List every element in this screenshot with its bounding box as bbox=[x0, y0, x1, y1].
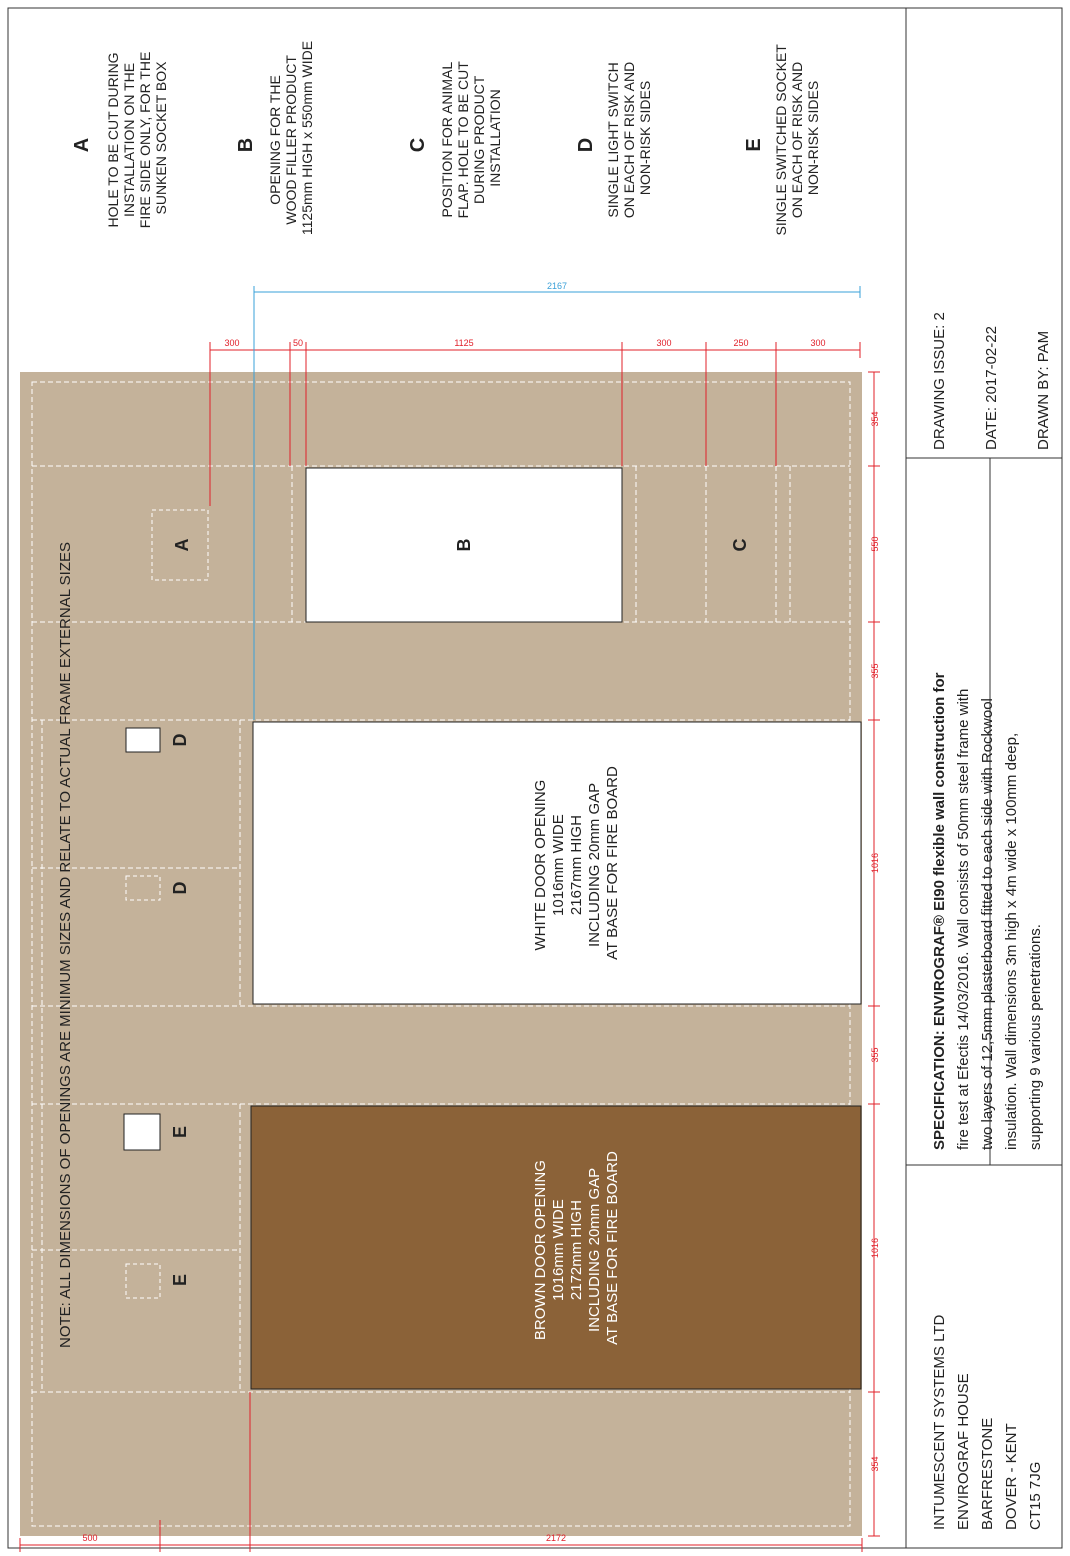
brown-door-opening bbox=[251, 1106, 861, 1389]
legend bbox=[71, 41, 821, 236]
dimension-labels-right bbox=[224, 338, 825, 348]
dim-width-5: 355 bbox=[870, 1047, 880, 1063]
dim-width-6: 1016 bbox=[870, 1237, 880, 1259]
legend-b-letter: B bbox=[235, 137, 257, 153]
legend-a-line-2: INSTALLATION ON THE bbox=[121, 62, 137, 217]
dim-height-2: 50 bbox=[292, 338, 304, 348]
dimension-labels-bottom bbox=[870, 411, 880, 1471]
legend-item-c bbox=[407, 58, 503, 219]
legend-e-line-1: SINGLE SWITCHED SOCKET bbox=[773, 44, 789, 236]
drawing-date: DATE: 2017-02-22 bbox=[983, 326, 1000, 450]
title-block bbox=[931, 308, 1052, 1530]
drawing-info bbox=[931, 308, 1052, 450]
legend-item-d bbox=[575, 58, 653, 218]
legend-item-a bbox=[71, 48, 169, 228]
brown-door-line-3: 2172mm HIGH bbox=[568, 1200, 585, 1301]
legend-c-line-3: DURING PRODUCT bbox=[471, 75, 487, 204]
company-address bbox=[931, 1311, 1044, 1530]
spec-line-4: insulation. Wall dimensions 3m high x 4m wide x 100mm deep, bbox=[1003, 732, 1020, 1150]
legend-d-text bbox=[605, 58, 653, 218]
legend-d-letter: D bbox=[575, 137, 597, 153]
legend-e-text bbox=[773, 41, 821, 236]
dim-width-7: 354 bbox=[870, 1456, 880, 1472]
opening-c bbox=[730, 539, 750, 552]
opening-a-label: A bbox=[172, 538, 192, 552]
legend-e-line-2: ON EACH OF RISK AND bbox=[789, 61, 805, 219]
legend-b-line-3: 1125mm HIGH x 550mm WIDE bbox=[299, 40, 315, 236]
legend-b-line-1: OPENING FOR THE bbox=[267, 75, 283, 205]
company-address-3: DOVER - KENT bbox=[1003, 1423, 1020, 1530]
brown-door-line-2: 1016mm WIDE bbox=[550, 1199, 567, 1301]
dim-height-3: 1125 bbox=[454, 338, 474, 348]
opening-d-label-2: D bbox=[170, 881, 190, 895]
opening-e-label-1: E bbox=[170, 1125, 190, 1139]
spec-line-1: SPECIFICATION: ENVIROGRAF® EI90 flexible wall construction for bbox=[931, 672, 948, 1150]
dim-left-top: 500 bbox=[82, 1533, 98, 1543]
brown-door-line-5: AT BASE FOR FIRE BOARD bbox=[604, 1151, 621, 1345]
dim-overall-height: 2167 bbox=[546, 281, 568, 291]
legend-c-line-2: FLAP. HOLE TO BE CUT bbox=[455, 61, 471, 219]
company-postcode: CT15 7JG bbox=[1027, 1461, 1044, 1530]
company-address-1: ENVIROGRAF HOUSE bbox=[955, 1373, 972, 1530]
legend-c-letter: C bbox=[407, 137, 429, 153]
opening-b bbox=[306, 468, 622, 622]
legend-d-line-2: ON EACH OF RISK AND bbox=[621, 61, 637, 219]
opening-e-label-2: E bbox=[170, 1273, 190, 1287]
white-door-line-1: WHITE DOOR OPENING bbox=[532, 779, 549, 951]
legend-a-line-1: HOLE TO BE CUT DURING bbox=[105, 52, 121, 228]
white-door-line-4: INCLUDING 20mm GAP bbox=[586, 783, 603, 948]
legend-c-line-4: INSTALLATION bbox=[487, 89, 503, 187]
legend-b-line-2: WOOD FILLER PRODUCT bbox=[283, 55, 299, 225]
drawn-by: DRAWN BY: PAM bbox=[1035, 330, 1052, 450]
legend-d-line-1: SINGLE LIGHT SWITCH bbox=[605, 62, 621, 218]
dim-width-3: 355 bbox=[870, 663, 880, 679]
dim-height-6: 300 bbox=[810, 338, 826, 348]
legend-d-line-3: NON-RISK SIDES bbox=[637, 80, 653, 196]
spec-line-2: fire test at Efectis 14/03/2016. Wall consists of 50mm steel frame with bbox=[955, 688, 972, 1150]
white-door-line-2: 1016mm WIDE bbox=[550, 814, 567, 916]
legend-c-line-1: POSITION FOR ANIMAL bbox=[439, 62, 455, 218]
dim-width-2: 550 bbox=[870, 536, 880, 552]
dim-width-4: 1016 bbox=[870, 852, 880, 874]
white-door-line-3: 2167mm HIGH bbox=[568, 815, 585, 916]
drawing-issue: DRAWING ISSUE: 2 bbox=[931, 312, 948, 450]
legend-item-e bbox=[743, 41, 821, 236]
white-door-line-5: AT BASE FOR FIRE BOARD bbox=[604, 766, 621, 960]
legend-a-text bbox=[105, 48, 169, 228]
brown-door-line-4: INCLUDING 20mm GAP bbox=[586, 1168, 603, 1333]
dim-width-1: 354 bbox=[870, 411, 880, 427]
company-address-2: BARFRESTONE bbox=[979, 1417, 996, 1530]
dim-height-1: 300 bbox=[224, 338, 240, 348]
legend-b-text bbox=[267, 41, 315, 235]
legend-a-line-4: SUNKEN SOCKET BOX bbox=[153, 61, 169, 215]
legend-e-letter: E bbox=[743, 138, 765, 152]
legend-c-text bbox=[439, 58, 503, 219]
specification-text bbox=[931, 668, 1044, 1150]
opening-d-label-1: D bbox=[170, 733, 190, 747]
spec-line-5: supporting 9 various penetrations. bbox=[1027, 924, 1044, 1150]
opening-b-label: B bbox=[454, 538, 474, 552]
white-door-opening bbox=[253, 722, 861, 1004]
company-name: INTUMESCENT SYSTEMS LTD bbox=[931, 1314, 948, 1530]
legend-a-line-3: FIRE SIDE ONLY, FOR THE bbox=[137, 51, 153, 229]
legend-a-letter: A bbox=[71, 137, 93, 153]
legend-e-line-3: NON-RISK SIDES bbox=[805, 80, 821, 196]
dim-height-4: 300 bbox=[656, 338, 672, 348]
dim-height-5: 250 bbox=[733, 338, 749, 348]
opening-c-label: C bbox=[730, 538, 750, 552]
spec-line-3: two layers of 12,5mm plasterboard fitted to each side with Rockwool bbox=[979, 698, 996, 1150]
legend-item-b bbox=[235, 41, 315, 235]
note-text: NOTE: ALL DIMENSIONS OF OPENINGS ARE MINIMUM SIZES AND RELATE TO ACTUAL FRAME EXTERNAL SIZES bbox=[57, 542, 74, 1348]
dim-left-overall: 2172 bbox=[545, 1533, 567, 1543]
brown-door-line-1: BROWN DOOR OPENING bbox=[532, 1160, 549, 1341]
